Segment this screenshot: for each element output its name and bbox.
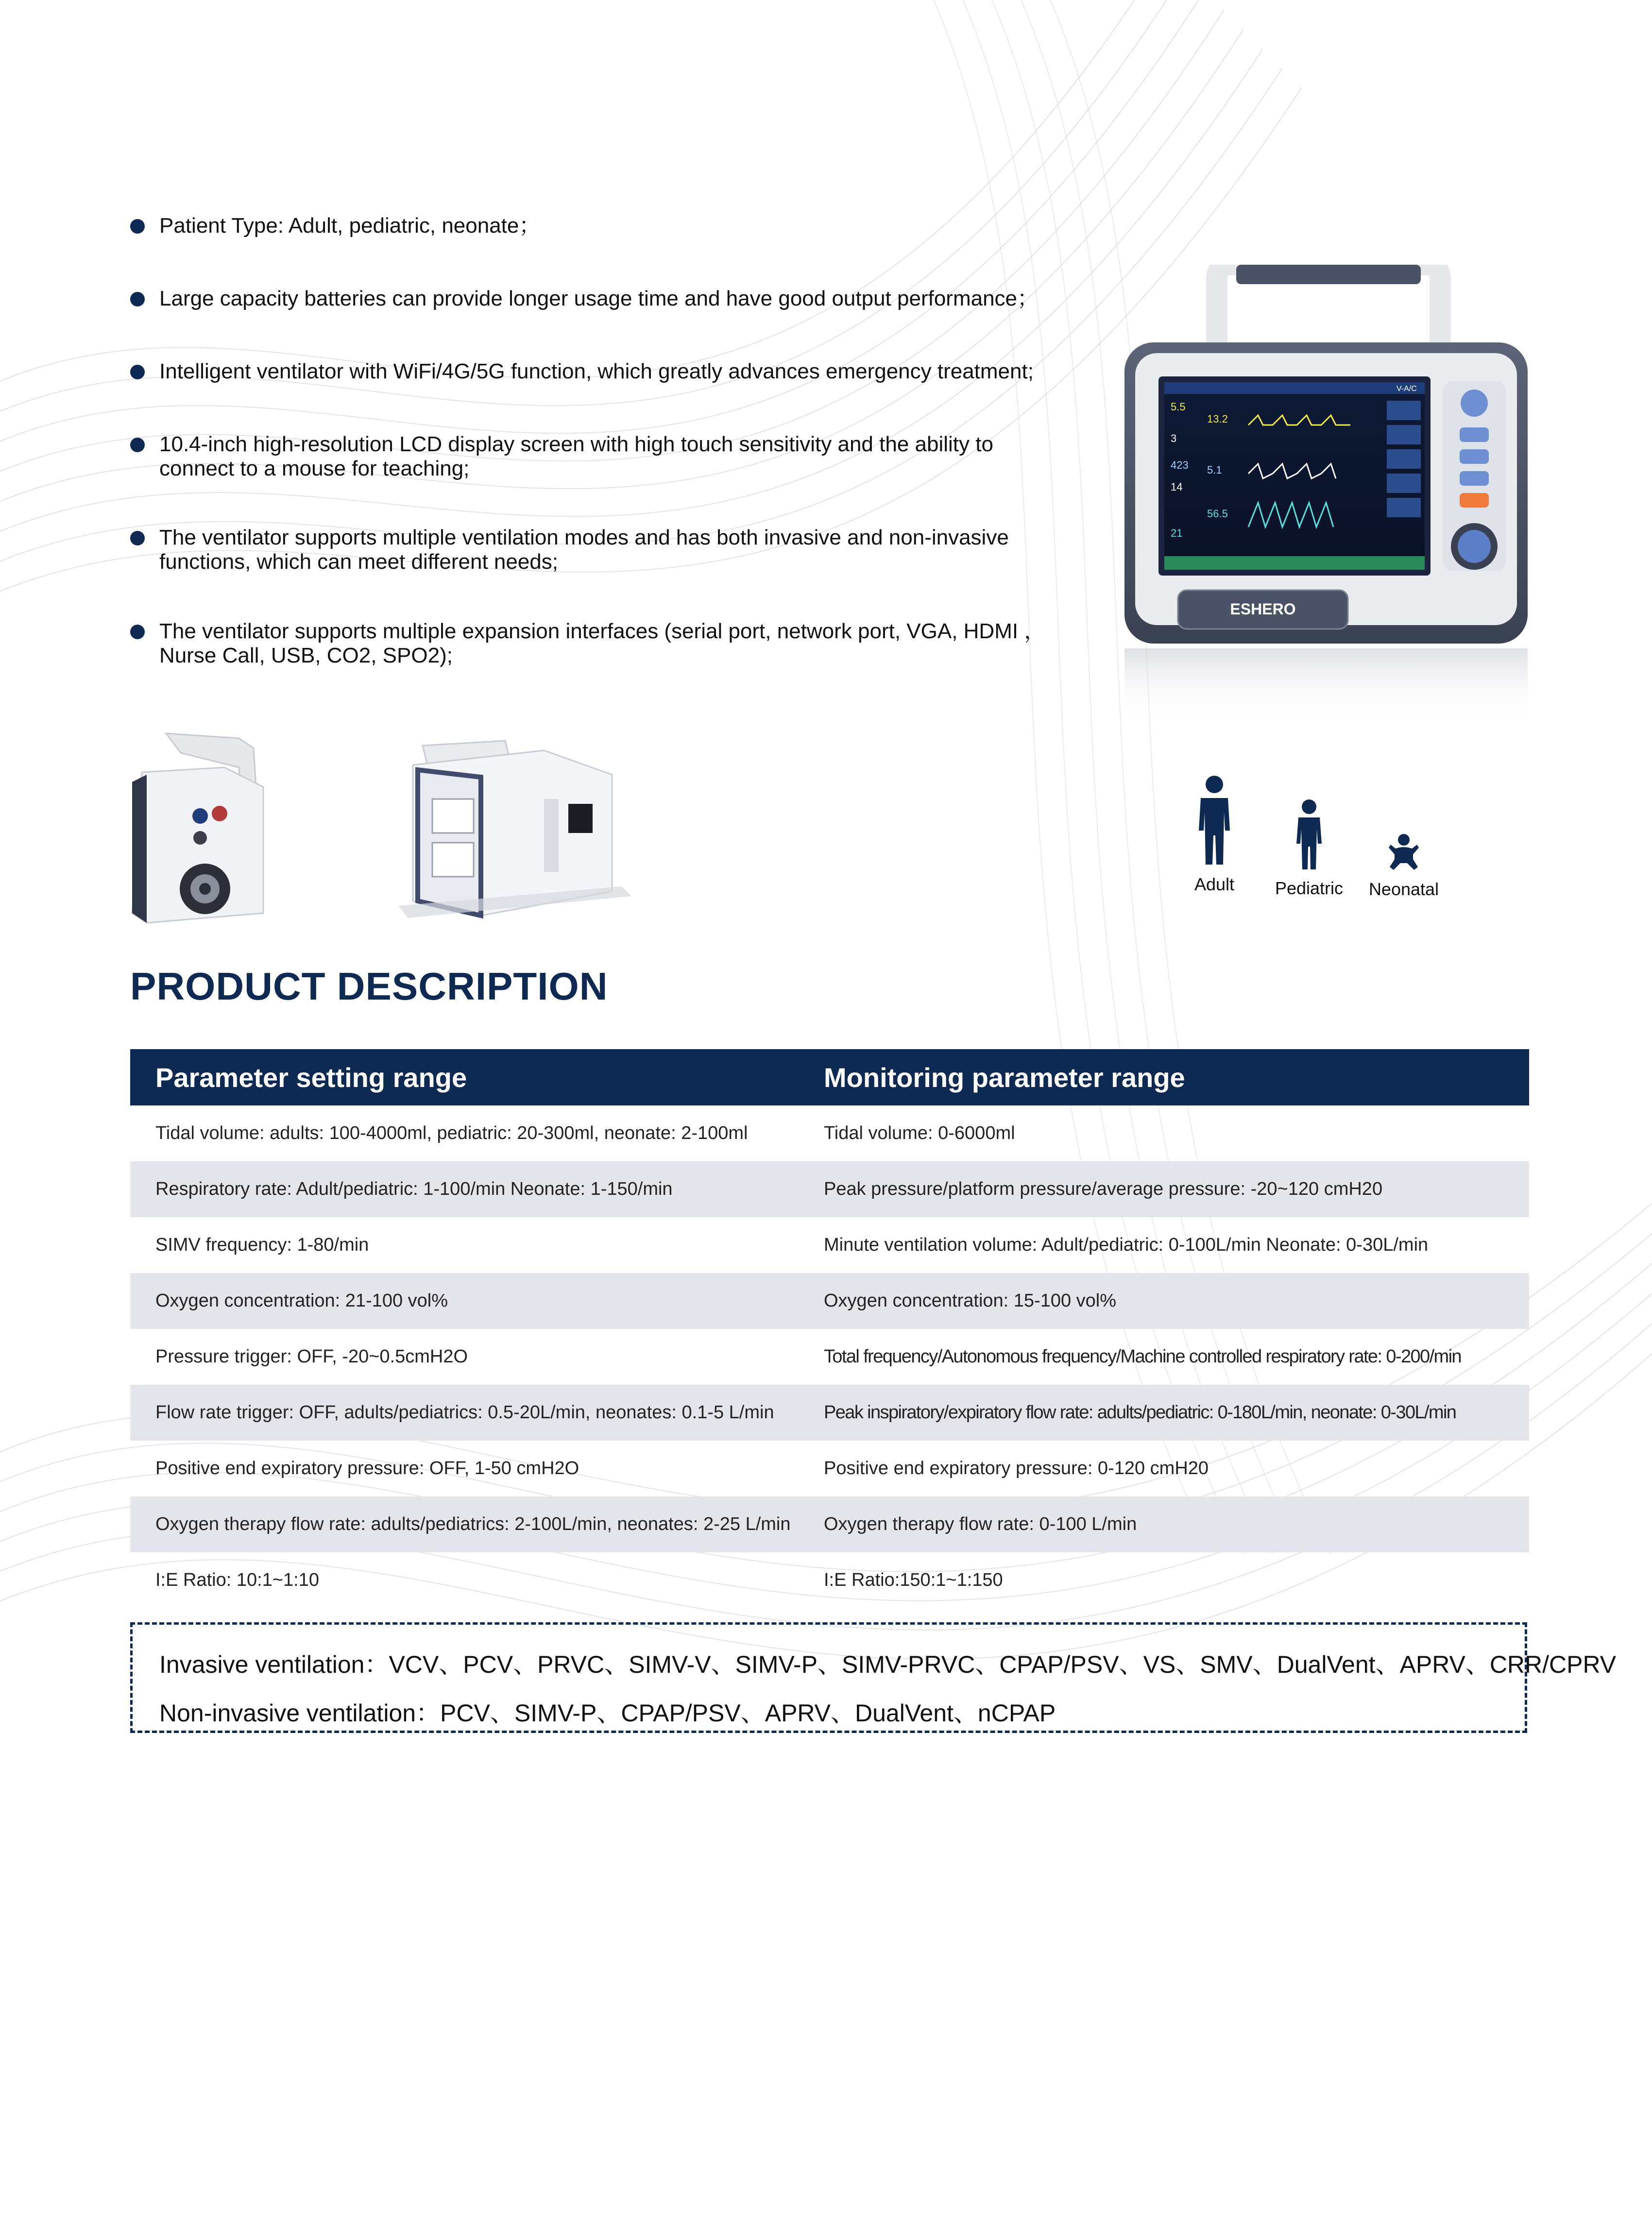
feature-item: The ventilator supports multiple expansion interfaces (serial port, network port, VGA, HDMI ， Nurse Call, USB, CO2, SPO2); (130, 619, 1063, 668)
setting-cell: Pressure trigger: OFF, -20~0.5cmH2O (155, 1346, 468, 1367)
table-row (130, 1273, 1529, 1329)
setting-cell: Positive end expiratory pressure: OFF, 1-50 cmH2O (155, 1458, 579, 1478)
setting-cell: Respiratory rate: Adult/pediatric: 1-100/min Neonate: 1-150/min (130, 1161, 824, 1217)
table-row (130, 1329, 1529, 1385)
monitoring-cell: Tidal volume: 0-6000ml (824, 1123, 1015, 1143)
svg-text:423: 423 (1171, 459, 1189, 471)
section-title: PRODUCT DESCRIPTION (130, 965, 608, 1008)
patient-neonatal (1360, 833, 1448, 900)
svg-text:3: 3 (1171, 432, 1177, 444)
monitoring-cell: Oxygen therapy flow rate: 0-100 L/min (824, 1496, 1529, 1552)
table-row (130, 1385, 1529, 1441)
brand-logo-text: ESHERO (1230, 600, 1296, 618)
ventilation-modes-box (130, 1622, 1617, 1733)
table-row (130, 1105, 1529, 1161)
child-icon (1294, 799, 1325, 871)
setting-cell: I:E Ratio: 10:1~1:10 (155, 1570, 319, 1590)
feature-item: The ventilator supports multiple ventilation modes and has both invasive and non-invasive functions, which can meet different needs; (130, 526, 1063, 574)
patient-adult (1185, 775, 1243, 895)
feature-item: Large capacity batteries can provide longer usage time and have good output performance； (130, 287, 1039, 311)
non-invasive-ventilation-modes: Non-invasive ventilation：PCV、SIMV-P、CPAP/PSV、APRV、DualVent、nCPAP (159, 1699, 1056, 1727)
monitoring-cell: Oxygen concentration: 15-100 vol% (824, 1273, 1529, 1329)
svg-text:5.1: 5.1 (1207, 464, 1222, 476)
setting-cell: Tidal volume: adults: 100-4000ml, pediatric: 20-300ml, neonate: 2-100ml (155, 1123, 748, 1143)
monitoring-cell: Total frequency/Autonomous frequency/Machine controlled respiratory rate: 0-200/min (824, 1346, 1461, 1367)
feature-item: 10.4-inch high-resolution LCD display screen with high touch sensitivity and the ability to connect to a mouse for teaching; (130, 432, 1063, 481)
monitoring-cell: Minute ventilation volume: Adult/pediatric: 0-100L/min Neonate: 0-30L/min (824, 1235, 1429, 1255)
setting-cell: Oxygen therapy flow rate: adults/pediatrics: 2-100L/min, neonates: 2-25 L/min (130, 1496, 824, 1552)
infant-icon (1387, 833, 1421, 872)
spec-table (130, 1049, 1529, 1608)
table-row (130, 1496, 1529, 1552)
feature-item: Patient Type: Adult, pediatric, neonate； (130, 214, 540, 238)
monitoring-cell: Positive end expiratory pressure: 0-120 cmH20 (824, 1458, 1209, 1478)
table-row (130, 1217, 1529, 1273)
table-row (130, 1441, 1529, 1496)
table-row (130, 1161, 1529, 1217)
monitoring-cell: Peak inspiratory/expiratory flow rate: adults/pediatric: 0-180L/min, neonate: 0-30L/min (824, 1385, 1529, 1441)
ventilator-front-image (1124, 265, 1533, 721)
adult-icon (1195, 775, 1234, 867)
invasive-ventilation-modes: Invasive ventilation：VCV、PCV、PRVC、SIMV-V、SIMV-P、SIMV-PRVC、CPAP/PSV、VS、SMV、DualVent、APRV、CRR/CPRV (159, 1651, 1617, 1678)
feature-item: Intelligent ventilator with WiFi/4G/5G function, which greatly advances emergency treatment; (130, 359, 1034, 384)
table-row (130, 1552, 1529, 1608)
header-parameter-setting: Parameter setting range (130, 1049, 824, 1105)
setting-cell: Oxygen concentration: 21-100 vol% (130, 1273, 824, 1329)
patient-pediatric (1270, 799, 1348, 899)
svg-text:21: 21 (1171, 527, 1183, 539)
monitoring-cell: Peak pressure/platform pressure/average pressure: -20~120 cmH20 (824, 1161, 1529, 1217)
table-header-row (130, 1049, 1529, 1105)
ventilator-back-image (359, 731, 651, 925)
ventilator-side-image (127, 729, 302, 933)
patient-label: Adult (1194, 874, 1235, 894)
patient-label: Neonatal (1368, 879, 1439, 899)
svg-text:14: 14 (1171, 481, 1183, 493)
svg-text:5.5: 5.5 (1171, 401, 1186, 413)
header-monitoring-parameter: Monitoring parameter range (824, 1049, 1529, 1105)
setting-cell: SIMV frequency: 1-80/min (155, 1235, 369, 1255)
svg-text:56.5: 56.5 (1207, 508, 1228, 520)
screen-mode-text: V-A/C (1397, 385, 1417, 393)
setting-cell: Flow rate trigger: OFF, adults/pediatrics: 0.5-20L/min, neonates: 0.1-5 L/min (130, 1385, 824, 1441)
patient-label: Pediatric (1275, 878, 1344, 898)
svg-text:13.2: 13.2 (1207, 413, 1228, 425)
monitoring-cell: I:E Ratio:150:1~1:150 (824, 1570, 1003, 1590)
